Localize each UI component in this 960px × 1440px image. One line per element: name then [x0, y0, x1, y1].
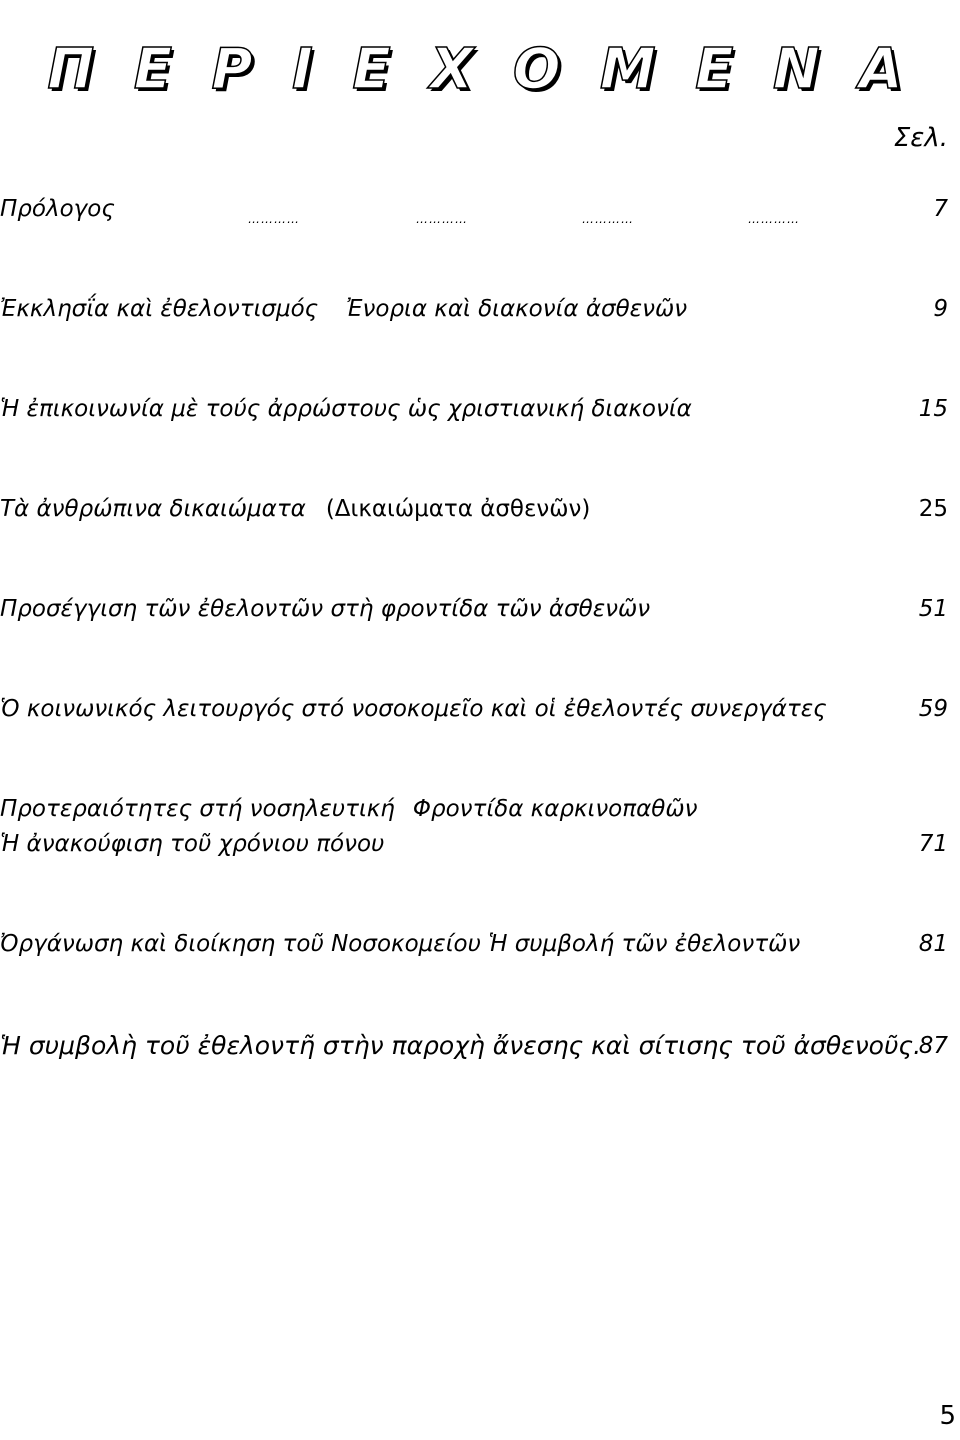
toc-entry-text: Προτεραιότητες στή νοσηλευτική — [0, 796, 395, 822]
toc-entry-communication — [0, 394, 692, 424]
toc-page-number: 25 — [918, 496, 948, 522]
toc-entry-text: Ἐκκλησΐα καὶ ἐθελοντισμός — [0, 296, 319, 322]
toc-entry-text-secondary: Φροντίδα καρκινοπαθῶν — [412, 796, 698, 822]
toc-entry-human-rights — [0, 494, 590, 524]
dot-leader: ………… — [748, 212, 800, 226]
toc-page-number: 7 — [933, 196, 948, 222]
toc-entry-prologue — [0, 194, 115, 224]
toc-entry-text: Ὁ κοινωνικός λειτουργός στό νοσοκομεῖο καὶ οἱ ἐθελοντές συνεργάτες — [0, 696, 827, 722]
toc-entry-text: Πρόλογος — [0, 196, 115, 222]
toc-entry-text-secondary: (Δικαιώματα ἀσθενῶν) — [325, 496, 591, 522]
dot-leader: ………… — [416, 212, 468, 226]
toc-entry-nursing-priorities — [0, 794, 697, 824]
dot-leader: ………… — [248, 212, 300, 226]
toc-entry-text-secondary: Ἐνορια καὶ διακονία ἀσθενῶν — [346, 296, 688, 322]
dot-leader: ………… — [582, 212, 634, 226]
toc-entry-volunteer-approach — [0, 594, 650, 624]
toc-page-number: 71 — [918, 831, 948, 857]
toc-entry-text: Προσέγγιση τῶν ἐθελοντῶν στὴ φροντίδα τῶν ἀσθενῶν — [0, 596, 651, 622]
toc-entry-hospital-administration — [0, 929, 800, 959]
toc-entry-text: Ἡ συμβολὴ τοῦ ἐθελοντῆ στὴν παροχὴ ἄνεσης καὶ σίτισης τοῦ ἀσθενοῦς. — [0, 1031, 922, 1060]
dot-leaders — [248, 204, 848, 234]
toc-page-number: 51 — [918, 596, 948, 622]
toc-entry-text: Ἡ ἐπικοινωνία μὲ τούς ἀρρώστους ὡς χριστιανική διακονία — [0, 396, 692, 422]
toc-entry-social-worker — [0, 694, 827, 724]
toc-page-number: 9 — [933, 296, 948, 322]
toc-page-number: 59 — [918, 696, 948, 722]
toc-entry-church-volunteering — [0, 294, 687, 324]
toc-page-number: 87 — [918, 1033, 948, 1059]
toc-page-number: 81 — [918, 931, 948, 957]
page-title: Π Ε Ρ Ι Ε Χ Ο Μ Ε Ν Α — [47, 36, 913, 102]
page-column-header: Σελ. — [893, 123, 948, 153]
toc-entry-volunteer-contribution — [0, 1031, 921, 1061]
toc-entry-pain-relief — [0, 829, 384, 859]
toc-entry-text: Τὰ ἀνθρώπινα δικαιώματα — [0, 496, 306, 522]
toc-entry-text: Ὀργάνωση καὶ διοίκηση τοῦ Νοσοκομείου Ἡ συμβολή τῶν ἐθελοντῶν — [0, 931, 801, 957]
page-number: 5 — [939, 1401, 956, 1431]
toc-entry-text: Ἡ ἀνακούφιση τοῦ χρόνιου πόνου — [0, 831, 385, 857]
toc-page-number: 15 — [918, 396, 948, 422]
